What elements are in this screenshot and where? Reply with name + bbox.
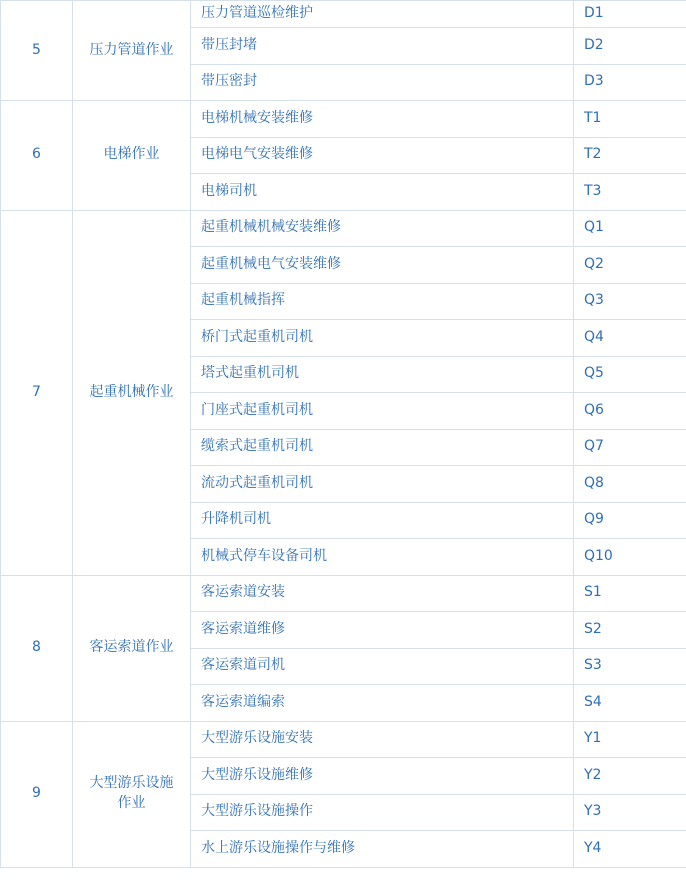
item-code-cell: Q6 xyxy=(574,393,686,430)
operation-item-cell: 起重机械指挥 xyxy=(191,283,574,320)
operation-item-cell: 客运索道编索 xyxy=(191,685,574,722)
row-number-cell: 7 xyxy=(1,210,73,575)
item-code-cell: Q9 xyxy=(574,502,686,539)
item-code-cell: Q8 xyxy=(574,466,686,503)
item-code-cell: Y3 xyxy=(574,794,686,831)
item-code-cell: D3 xyxy=(574,64,686,101)
item-code-cell: Q4 xyxy=(574,320,686,357)
item-code-cell: Q2 xyxy=(574,247,686,284)
operation-item-cell: 电梯司机 xyxy=(191,174,574,211)
operation-item-cell: 带压密封 xyxy=(191,64,574,101)
table-row xyxy=(1,101,686,138)
operation-item-cell: 电梯机械安装维修 xyxy=(191,101,574,138)
operation-item-cell: 客运索道安装 xyxy=(191,575,574,612)
operation-item-cell: 压力管道巡检维护 xyxy=(191,1,574,28)
operation-item-cell: 电梯电气安装维修 xyxy=(191,137,574,174)
row-number-cell: 9 xyxy=(1,721,73,867)
item-code-cell: S4 xyxy=(574,685,686,722)
category-cell: 客运索道作业 xyxy=(73,575,191,721)
operation-item-cell: 带压封堵 xyxy=(191,28,574,65)
operation-item-cell: 客运索道维修 xyxy=(191,612,574,649)
item-code-cell: T1 xyxy=(574,101,686,138)
item-code-cell: Y4 xyxy=(574,831,686,868)
operation-item-cell: 客运索道司机 xyxy=(191,648,574,685)
row-number-cell: 6 xyxy=(1,101,73,211)
operation-item-cell: 起重机械电气安装维修 xyxy=(191,247,574,284)
item-code-cell: Q7 xyxy=(574,429,686,466)
category-cell: 大型游乐设施作业 xyxy=(73,721,191,867)
item-code-cell: D1 xyxy=(574,1,686,28)
category-cell: 压力管道作业 xyxy=(73,1,191,101)
operation-item-cell: 门座式起重机司机 xyxy=(191,393,574,430)
operation-item-cell: 塔式起重机司机 xyxy=(191,356,574,393)
item-code-cell: Y2 xyxy=(574,758,686,795)
operation-item-cell: 流动式起重机司机 xyxy=(191,466,574,503)
table-row xyxy=(1,575,686,612)
operation-item-cell: 缆索式起重机司机 xyxy=(191,429,574,466)
item-code-cell: Q3 xyxy=(574,283,686,320)
operation-item-cell: 机械式停车设备司机 xyxy=(191,539,574,576)
table-row xyxy=(1,210,686,247)
item-code-cell: S3 xyxy=(574,648,686,685)
operation-item-cell: 桥门式起重机司机 xyxy=(191,320,574,357)
operation-item-cell: 大型游乐设施操作 xyxy=(191,794,574,831)
table-row xyxy=(1,721,686,758)
item-code-cell: S2 xyxy=(574,612,686,649)
item-code-cell: Q10 xyxy=(574,539,686,576)
item-code-cell: Q1 xyxy=(574,210,686,247)
category-cell: 电梯作业 xyxy=(73,101,191,211)
item-code-cell: S1 xyxy=(574,575,686,612)
item-code-cell: Q5 xyxy=(574,356,686,393)
operation-item-cell: 大型游乐设施安装 xyxy=(191,721,574,758)
table-row xyxy=(1,1,686,28)
operation-item-cell: 大型游乐设施维修 xyxy=(191,758,574,795)
item-code-cell: T3 xyxy=(574,174,686,211)
item-code-cell: D2 xyxy=(574,28,686,65)
table-body xyxy=(1,1,686,868)
row-number-cell: 8 xyxy=(1,575,73,721)
category-cell: 起重机械作业 xyxy=(73,210,191,575)
row-number-cell: 5 xyxy=(1,1,73,101)
operation-item-cell: 起重机械机械安装维修 xyxy=(191,210,574,247)
operation-item-cell: 升降机司机 xyxy=(191,502,574,539)
item-code-cell: Y1 xyxy=(574,721,686,758)
item-code-cell: T2 xyxy=(574,137,686,174)
operation-item-cell: 水上游乐设施操作与维修 xyxy=(191,831,574,868)
